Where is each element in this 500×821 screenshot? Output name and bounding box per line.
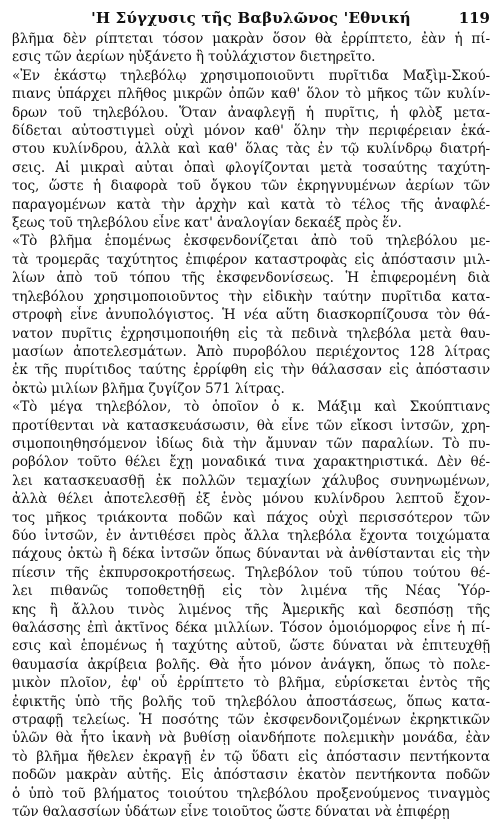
text-line: «Τὸ βλῆμα ἑπομένως ἐκσφενδονίζεται ἀπὸ τοῦ τηλεβόλου με-	[12, 233, 490, 250]
text-line: ὁ ὑπὸ τοῦ βλήματος τοιούτου τηλεβόλου προξενούμενος τιναγμὸς	[12, 785, 490, 802]
paragraph	[12, 67, 490, 233]
text-line: σεις. Αἱ μικραὶ αὐται ὀπαὶ φλογίζονται μετὰ τοσαύτης ταχύτη-	[12, 159, 490, 176]
text-line: τὰ τρομερᾶς ταχύτητος ἐπιφέρον καταστροφὰς εἰς ἀπόστασιν μιλ-	[12, 251, 490, 268]
text-line: ροβόλον τοῦτο θέλει ἔχῃ μοναδικά τινα χαρακτηριστικά. Δὲν θέ-	[12, 454, 490, 471]
text-line: πιανς ὑπάρχει πλῆθος μικρῶν ὀπῶν καθ' ὅλον τὸ μῆκος τῶν κυλίν-	[12, 86, 490, 103]
text-line: πάχους ὀκτὼ ἢ δέκα ἰντσῶν ὅπως δύνανται νὰ ἀνθίστανται εἰς τὴν	[12, 546, 490, 563]
text-line: λει κατασκευασθῇ ἐκ πολλῶν τεμαχίων χάλυβος συνηνωμένων,	[12, 472, 490, 489]
text-line: «Τὸ μέγα τηλεβόλον, τὸ ὁποῖον ὁ κ. Μάξιμ καὶ Σκούπτιανς	[12, 399, 490, 416]
text-line: λίων ἀπὸ τοῦ τόπου τῆς ἐκσφενδονίσεως. Ἡ ἐπιφερομένη διὰ	[12, 270, 490, 287]
text-line: δίδεται αὐτοστιγμεὶ οὐχὶ μόνον καθ' ὅλην τὴν περιφέρειαν ἑκά-	[12, 123, 490, 140]
text-line: βλῆμα δὲν ρίπτεται τόσον μακρὰν ὅσον θὰ ἐρρίπτετο, ἐὰν ἡ πί-	[12, 31, 490, 47]
text-line: στροφὴ εἶνε ἀνυπολόγιστος. Ἡ νέα αὕτη διασκορπίζουσα τὸν θά-	[12, 307, 490, 324]
text-line: στου κυλίνδρου, ἀλλὰ καὶ καθ' ὅλας τὰς ἐν τῷ κυλίνδρῳ διατρή-	[12, 141, 490, 158]
text-line: πίεσιν τῆς ἐκπυρσοκροτήσεως. Τηλεβόλον τοῦ τύπου τούτου θέ-	[12, 564, 490, 581]
text-line: προτίθενται νὰ κατασκευάσωσιν, θὰ εἶνε τῶν εἴκοσι ἰντσῶν, χρη-	[12, 417, 490, 434]
text-line: «Ἐν ἑκάστῳ τηλεβόλῳ χρησιμοποιοῦντι πυρῖτιδα Μαξὶμ-Σκού-	[12, 67, 490, 84]
text-line: δύο ἰντσῶν, ἐν ἀντιθέσει πρὸς ἄλλα τηλεβόλα ἔχοντα τοιχώματα	[12, 527, 490, 544]
text-line: στραφῇ τελείως. Ἡ ποσότης τῶν ἐκσφενδονιζομένων ἐκρηκτικῶν	[12, 712, 490, 729]
text-line: κης ἢ ἄλλου τινὸς λιμένος τῆς Ἀμερικῆς καὶ δεσπόσῃ τῆς	[12, 601, 490, 618]
body-text	[12, 30, 490, 821]
text-line: νατον πυρῖτις ἐχρησιμοποιήθη εἰς τὰ πεδινὰ τηλεβόλα μετὰ θαυ-	[12, 325, 490, 342]
text-line: τὸ βλῆμα ἤθελεν ἐκραγῇ ἐν τῷ ὕδατι εἰς ἀπόστασιν πεντήκοντα	[12, 748, 490, 765]
running-title: 'Η Σύγχυσις τῆς Βαβυλῶνος 'Εθνική	[91, 9, 411, 27]
text-line: ξεως τοῦ τηλεβόλου εἶνε κατ' ἀναλογίαν δεκαέξ πρὸς ἕν.	[12, 215, 402, 232]
text-line: τος, ὥστε ἡ διαφορὰ τοῦ ὄγκου τῶν ἐκρηγνυμένων ἀερίων τῶν	[12, 178, 490, 195]
text-line: σιμοποιηθησόμενον ἰδίως διὰ τὴν ἄμυναν τῶν παραλίων. Τὸ πυ-	[12, 435, 490, 452]
text-line: εσις τῶν ἀερίων ηὐξάνετο ἢ τοὐλάχιστον διετηρεῖτο.	[12, 49, 376, 66]
text-line: ἐφικτῆς ὑπὸ τῆς βολῆς τοῦ τηλεβόλου ἀποστάσεως, ὅπως κατα-	[12, 693, 490, 710]
text-line: μικὸν πλοῖον, ἐφ' οὗ ἐρρίπτετο τὸ βλῆμα, εὑρίσκεται ἐντὸς τῆς	[12, 675, 490, 692]
text-line: ὑλῶν θὰ ἦτο ἱκανὴ νὰ βυθίσῃ οἱανδήποτε πολεμικὴν μονάδα, ἐὰν	[12, 730, 490, 747]
text-line: τος μῆκος τριάκοντα ποδῶν καὶ πάχος οὐχὶ περισσότερον τῶν	[12, 509, 490, 526]
text-line: ἀλλὰ θέλει ἀποτελεσθῇ ἐξ ἑνὸς μόνου κυλίνδρου λεπτοῦ ἔχον-	[12, 491, 490, 508]
text-line: τῶν θαλασσίων ὑδάτων εἶνε τοιοῦτος ὥστε δύναται νὰ ἐπιφέρῃ	[12, 804, 450, 821]
paragraph	[12, 30, 490, 67]
text-line: ἐκ τῆς πυρίτιδος ταύτης ἐρρίφθη εἰς τὴν θάλασσαν εἰς ἀπόστασιν	[12, 362, 490, 379]
text-line: λει πιθανῶς τοποθετηθῇ εἰς τὸν λιμένα τῆς Νέας Ὑόρ-	[12, 583, 490, 600]
running-header	[12, 6, 490, 30]
text-line: τηλεβόλου χρησιμοποιοῦντος τὴν εἰδικὴν ταύτην πυρῖτιδα κατα-	[12, 288, 490, 305]
text-line: μασίων ἀποτελεσμάτων. Ἀπὸ πυροβόλου περιέχοντος 128 λίτρας	[12, 343, 490, 360]
text-line: παραγομένων κατὰ τὴν ἀρχὴν καὶ κατὰ τὸ τέλος τῆς ἀναφλέ-	[12, 196, 490, 213]
page-number: 119	[458, 9, 490, 27]
paragraph	[12, 398, 490, 821]
text-line: εσις καὶ ἑπομένως ἡ ταχύτης αὐτοῦ, ὥστε δύναται νὰ ἐπιτευχθῇ	[12, 638, 490, 655]
text-line: ὀκτὼ μιλίων βλῆμα ζυγίζον 571 λίτρας.	[12, 380, 285, 397]
text-line: θαλάσσης ἐπὶ ἀκτῖνος δέκα μιλλίων. Τόσον ὁμοιόμορφος εἶνε ἡ πί-	[12, 620, 490, 636]
text-line: δρων τοῦ τηλεβόλου. Ὅταν ἀναφλεγῇ ἡ πυρῖτις, ἡ φλὸξ μετα-	[12, 104, 490, 121]
text-line: θαυμασία ἀκρίβεια βολῆς. Θὰ ἦτο μόνον ἀνάγκη, ὅπως τὸ πολε-	[12, 656, 490, 673]
paragraph	[12, 232, 490, 398]
text-line: ποδῶν μακρὰν αὐτῆς. Εἰς ἀπόστασιν ἑκατὸν πεντήκοντα ποδῶν	[12, 767, 490, 784]
